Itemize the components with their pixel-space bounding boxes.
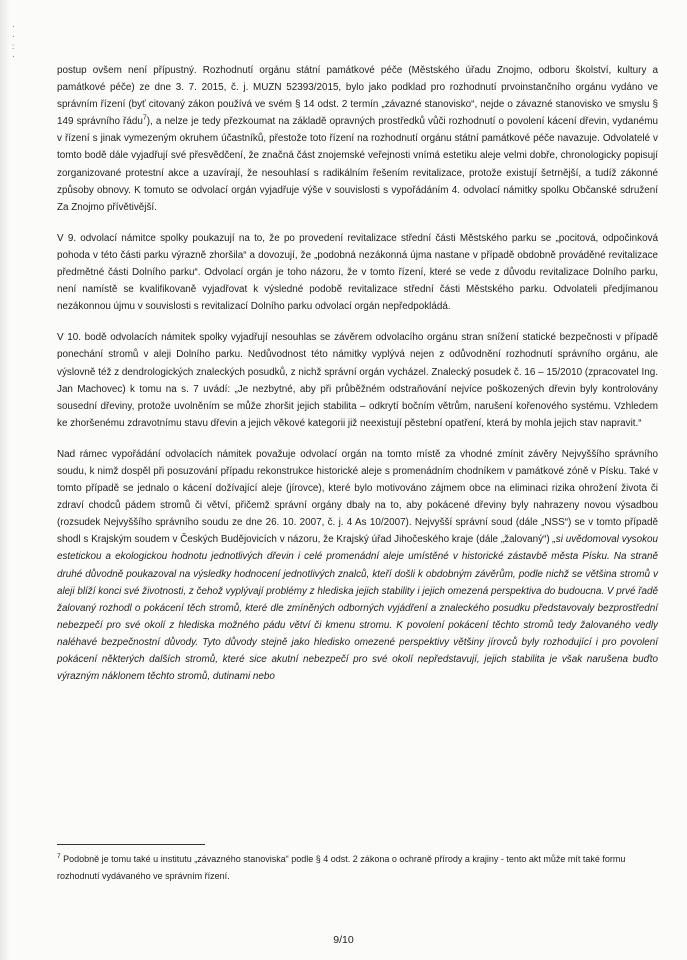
paragraph-continuation: postup ovšem není přípustný. Rozhodnutí orgánu státní památkové péče (Městského úřadu Znojmo, odboru školství, kultury a památkové péče) ze dne 3. 7. 2015, č. j. MUZN 52393/2015, bylo jako podklad pro rozhodnutí prvoinstančního orgánu vydáno ve správním řízení (byť citovaný zákon používá ve svém § 14 odst. 2 termín „závazné stanovisko“, nejde o závazné stanovisko ve smyslu § 149 správního řádu$^7$), a nelze je tedy přezkoumat na základě opravných prostředků vůči rozhodnutí o povolení kácení dřevin, vydanému v řízení s jinak vymezeným okruhem účastníků, přestože toto řízení na rozhodnutí orgánu státní památkové péče navazuje. Odvolatelé v tomto bodě dále vyjadřují své přesvědčení, že značná část znojemské veřejnosti vnímá estetiku aleje velmi dobře, chronologicky popisují zorganizované protestní akce a uzavírají, že nesouhlasí s radikálním řešením revitalizace, protože existují šetrnější, a tudíž zákonné způsoby obnovy. K tomuto se odvolací orgán vyjadřuje výše v souvislosti s vypořádáním 4. odvolací námitky spolku Občanské sdružení Za Znojmo přívětivější. (57, 65, 658, 213)
page-edge-shadow (0, 0, 10, 960)
court-quotation: „si uvědomoval vysokou estetickou a ekologickou hodnotu jednotlivých dřevin i celé promenádní aleje umístěné v historické zástavbě města Písku. Na straně druhé důvodně poukazoval na výsledky hodnocení jednotlivých znalců, kteří došli k obdobným závěrům, podle nichž se většina stromů v aleji blíží konci své životnosti, z čehož vyplývají problémy z hlediska jejich stability i jejich omezená perspektiva do budoucna. V prvé řadě žalovaný rozhodl o pokácení těch stromů, které dle zmíněných odborných vyjádření a znaleckého posudku představovaly bezprostřední nebezpečí pro své okolí z hlediska možného pádu větví či kmenu stromu. K povolení pokácení těchto stromů tedy žalovaného vedly naléhavé bezpečnostní důvody. Tyto důvody stejně jako hledisko omezené perspektivy většiny jírovců byly rozhodující i pro povolení pokácení některých dalších stromů, které sice akutní nebezpečí pro své okolí nepředstavují, jejich stabilita je však narušena buďto výrazným náklonem těchto stromů, dutinami nebo (57, 534, 658, 683)
footnote-divider (57, 844, 205, 845)
footnote: $^7$ Podobně je tomu také u institutu „závazného stanoviska“ podle § 4 odst. 2 zákona o ochraně přírody a krajiny - tento akt může mít také formu rozhodnutí vydávaného ve správním řízení. (57, 853, 626, 881)
paragraph-objection-10: V 10. bodě odvolacích námitek spolky vyjadřují nesouhlas se závěrem odvolacího orgánu stran snížení statické bezpečnosti v případě ponechání stromů v aleji Dolního parku. Nedůvodnost této námitky vyplývá nejen z odůvodnění rozhodnutí správního orgánu, ale výslovně též z dendrologických znaleckých posudků, z nichž správní orgán vycházel. Znalecký posudek č. 16 – 15/2010 (zpracovatel Ing. Jan Machovec) k tomu na s. 7 uvádí: „Je nezbytné, aby při průběžném odstraňování nejvíce poškozených dřevin byly kontrolovány sousední dřeviny, protože uvolněním se může zhoršit jejich stabilita – odkrytí bočním větrům, narušení kořenového systému. Vzhledem ke zhoršenému zdravotnímu stavu dřevin a jejich věkové kategorii již neexistují pěstební opatření, která by mohla jejich stav napravit.“ (57, 332, 658, 429)
paragraph-objection-9: V 9. odvolací námitce spolky poukazují na to, že po provedení revitalizace střední části Městského parku se „pocitová, odpočinková pohoda v této části parku výrazně zhoršila“ a dovozují, že „podobná nezákonná újma nastane v případě obdobně prováděné revitalizace předmětné části Dolního parku“. Odvolací orgán je toho názoru, že v tomto řízení, které se vede z důvodu revitalizace Dolního parku, není namístě se kvalifikovaně vyjadřovat k výsledné podobě revitalizace střední části Městského parku. Odvolateli předjímanou nezákonnou újmu v souvislosti s revitalizací Dolního parku odvolací orgán nepředpokládá. (57, 232, 658, 313)
paragraph-nss-ruling: Nad rámec vypořádání odvolacích námitek považuje odvolací orgán na tomto místě za vhodné zmínit závěry Nejvyššího správního soudu, k nimž dospěl při posuzování případu rekonstrukce historické aleje s promenádním chodníkem v památkové zóně v Písku. Také v tomto případě se jednalo o kácení dožívající aleje (jírovce), které bylo motivováno zájmem obce na eliminaci rizika ohrožení života či zdraví chodců pádem stromů či větví, přičemž správní orgány dbaly na to, aby pokácené dřeviny byly nahrazeny novou výsadbou (rozsudek Nejvyššího správního soudu ze dne 26. 10. 2007, č. j. 4 As 10/2007). Nejvyšší správní soud (dále „NSS“) se v tomto případě shodl s Krajským soudem v Českých Budějovicích v názoru, že Krajský úřad Jihočeského kraje (dále „žalovaný“) „si uvědomoval vysokou estetickou a ekologickou hodnotu jednotlivých dřevin i celé promenádní aleje umístěné v historické zástavbě města Písku. Na straně druhé důvodně poukazoval na výsledky hodnocení jednotlivých znalců, kteří došli k obdobným závěrům, podle nichž se většina stromů v aleji blíží konci své životnosti, z čehož vyplývají problémy z hlediska jejich stability i jejich omezená perspektiva do budoucna. V prvé řadě žalovaný rozhodl o pokácení těch stromů, které dle zmíněných odborných vyjádření a znaleckého posudku představovaly bezprostřední nebezpečí pro své okolí z hlediska možného pádu větví či kmenu stromu. K povolení pokácení těchto stromů tedy žalovaného vedly naléhavé bezpečnostní důvody. Tyto důvody stejně jako hledisko omezené perspektivy většiny jírovců byly rozhodující i pro povolení pokácení některých dalších stromů, které sice akutní nebezpečí pro své okolí nepředstavují, jejich stabilita je však narušena buďto výrazným náklonem těchto stromů, dutinami nebo (57, 448, 658, 683)
binder-hole-marks: · · : · (12, 22, 15, 61)
document-body (57, 62, 658, 699)
footnote-reference: 7 (142, 114, 147, 122)
footnote-number: 7 (57, 853, 61, 860)
page-number: 9/10 (333, 934, 354, 946)
